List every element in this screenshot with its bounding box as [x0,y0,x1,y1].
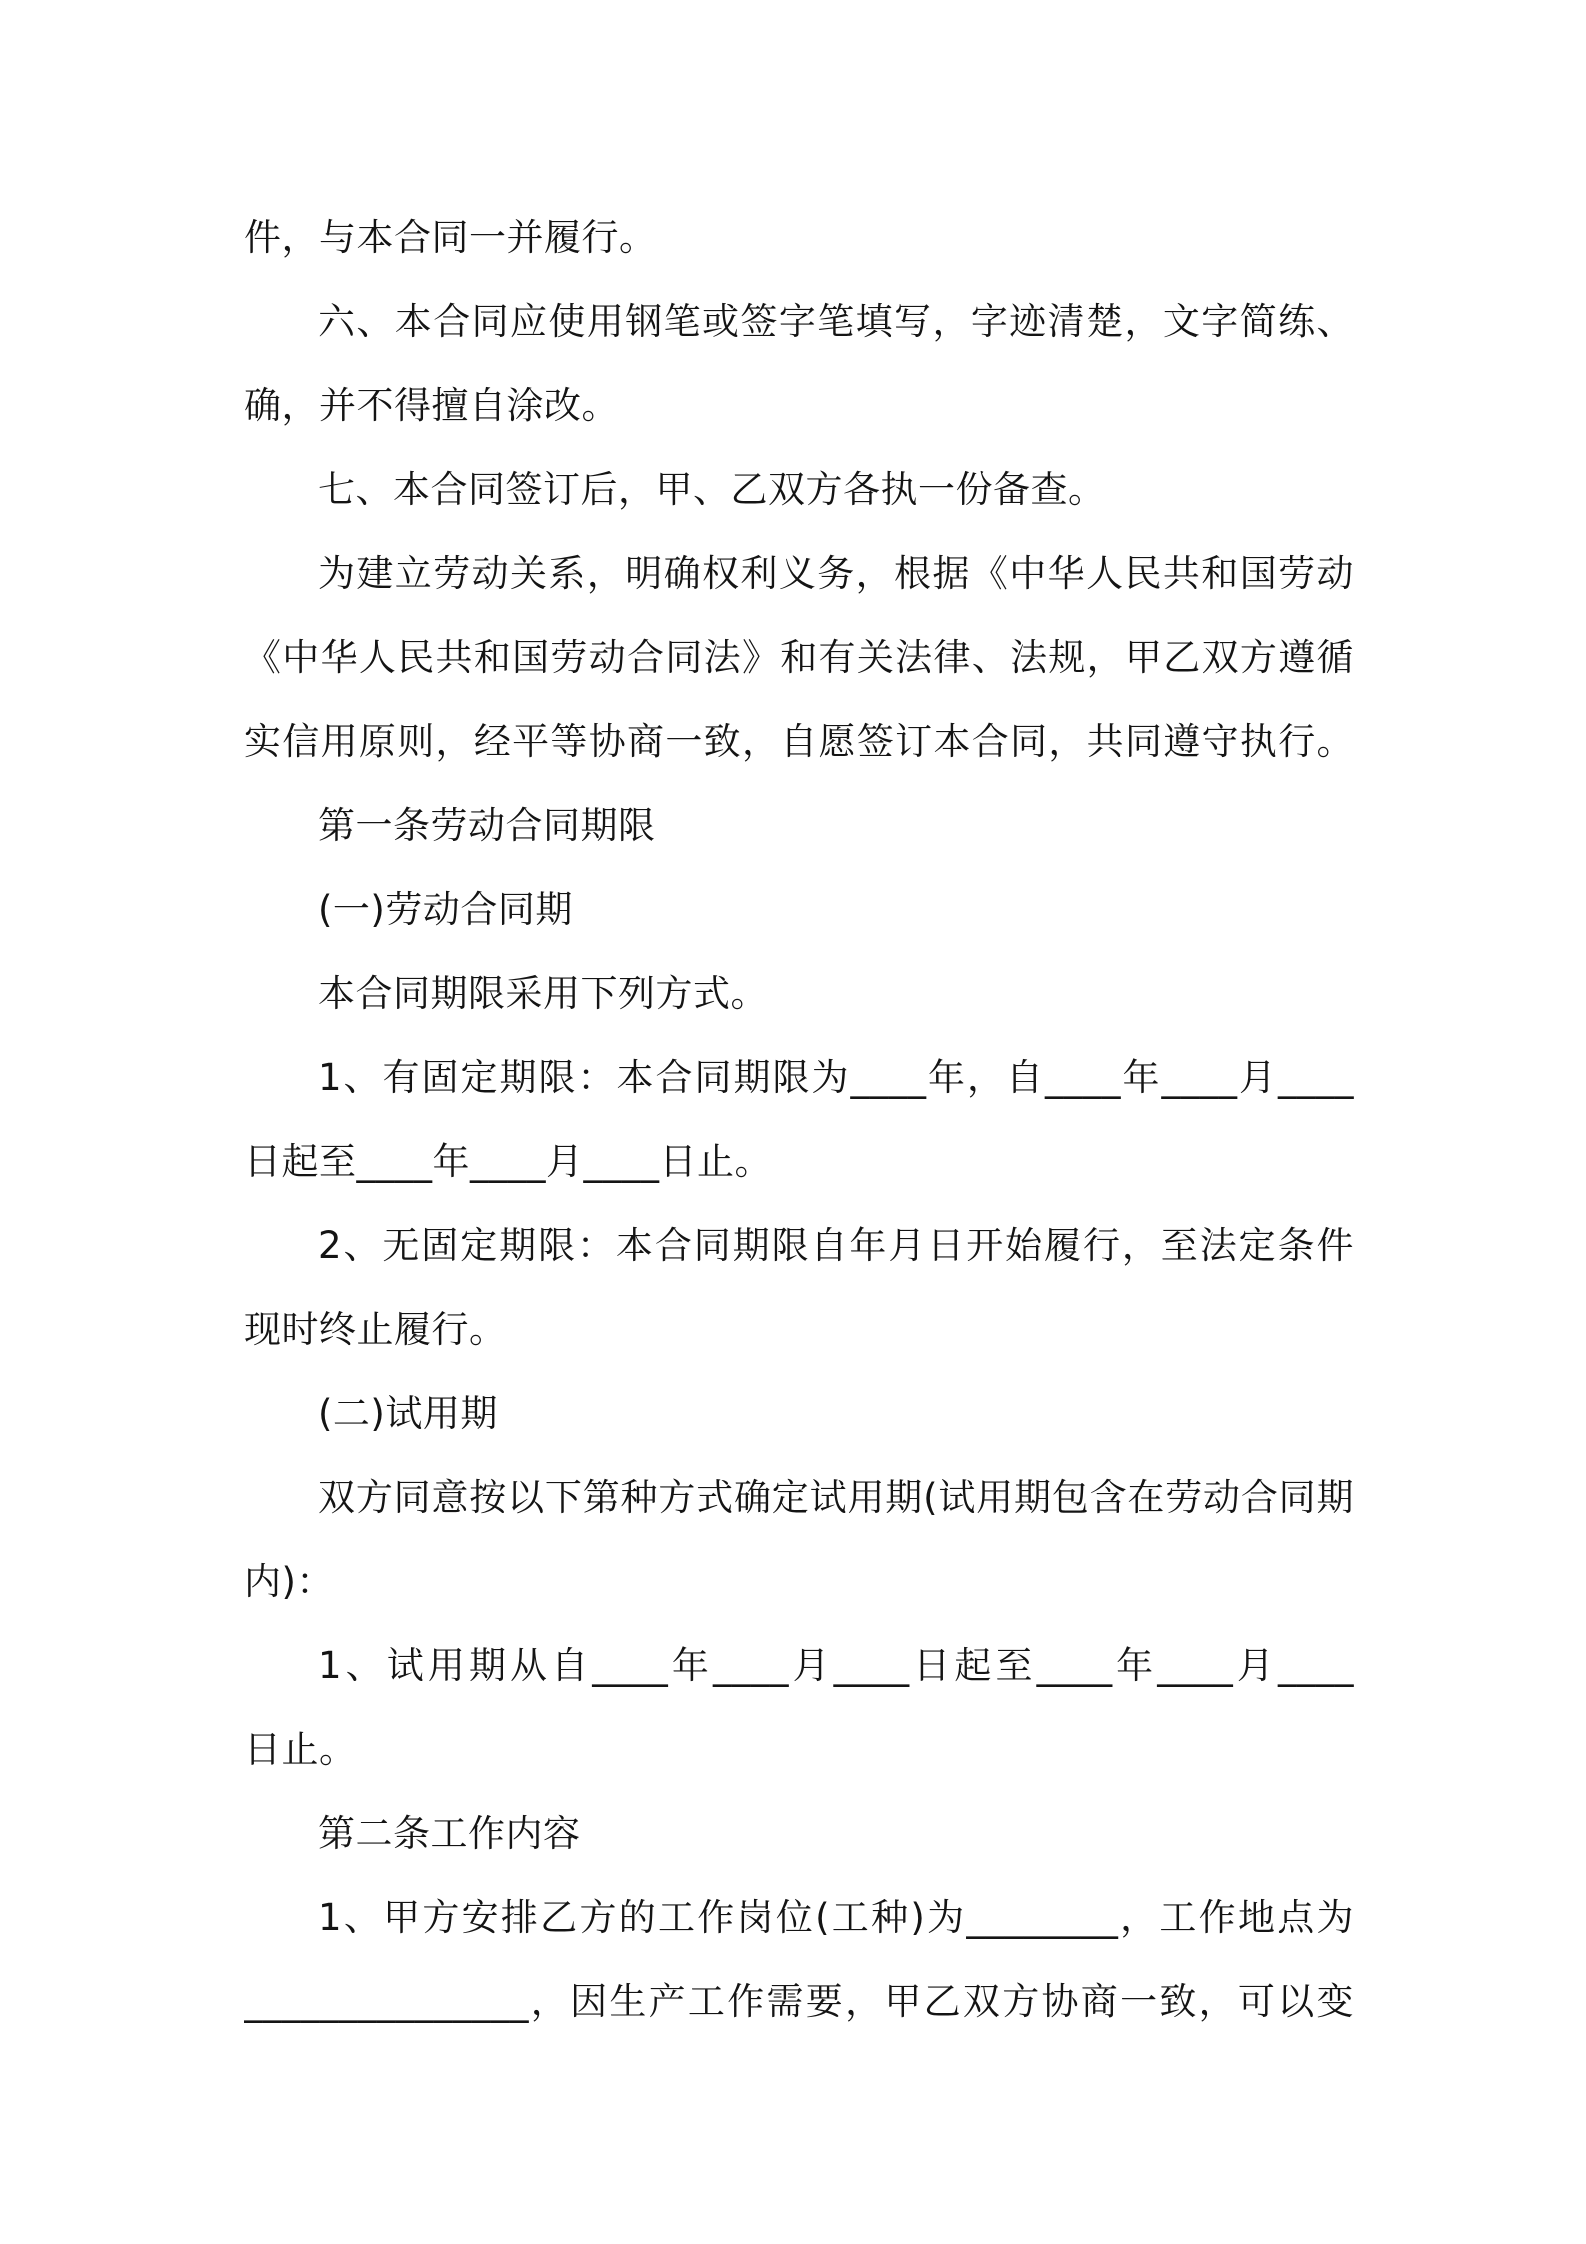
text-line: 日起至____年____月____日止。 [244,1140,772,1183]
contract-text [244,196,1354,2044]
section-heading: 第二条工作内容 [318,1812,581,1855]
text-line: 本合同期限采用下列方式。 [318,972,768,1015]
text-line: 双方同意按以下第种方式确定试用期(试用期包含在劳动合同期 [318,1476,1354,1519]
text-line: 2、无固定期限：本合同期限自年月日开始履行，至法定条件 [318,1224,1354,1267]
text-line: 1、有固定期限：本合同期限为____年，自____年____月____ [318,1056,1354,1099]
subsection-heading: (二)试用期 [318,1392,498,1435]
text-line: 日止。 [244,1728,357,1771]
text-line: 六、本合同应使用钢笔或签字笔填写，字迹清楚，文字简练、 [318,300,1354,343]
text-line: 为建立劳动关系，明确权利义务，根据《中华人民共和国劳动 [318,552,1354,595]
text-line: 《中华人民共和国劳动合同法》和有关法律、法规，甲乙双方遵循 [244,636,1354,679]
text-line: 1、试用期从自____年____月____日起至____年____月____ [318,1644,1354,1687]
text-line: 现时终止履行。 [244,1308,507,1351]
text-line: 件，与本合同一并履行。 [244,216,657,259]
text-line: 七、本合同签订后，甲、乙双方各执一份备查。 [318,468,1106,511]
text-line: 实信用原则，经平等协商一致，自愿签订本合同，共同遵守执行。 [244,720,1354,763]
text-line: 内)： [244,1560,334,1603]
text-line: 1、甲方安排乙方的工作岗位(工种)为________，工作地点为 [318,1896,1354,1939]
text-line: _______________，因生产工作需要，甲乙双方协商一致，可以变 [244,1980,1354,2023]
text-line: 确，并不得擅自涂改。 [244,384,619,427]
subsection-heading: (一)劳动合同期 [318,888,573,931]
section-heading: 第一条劳动合同期限 [318,804,656,847]
